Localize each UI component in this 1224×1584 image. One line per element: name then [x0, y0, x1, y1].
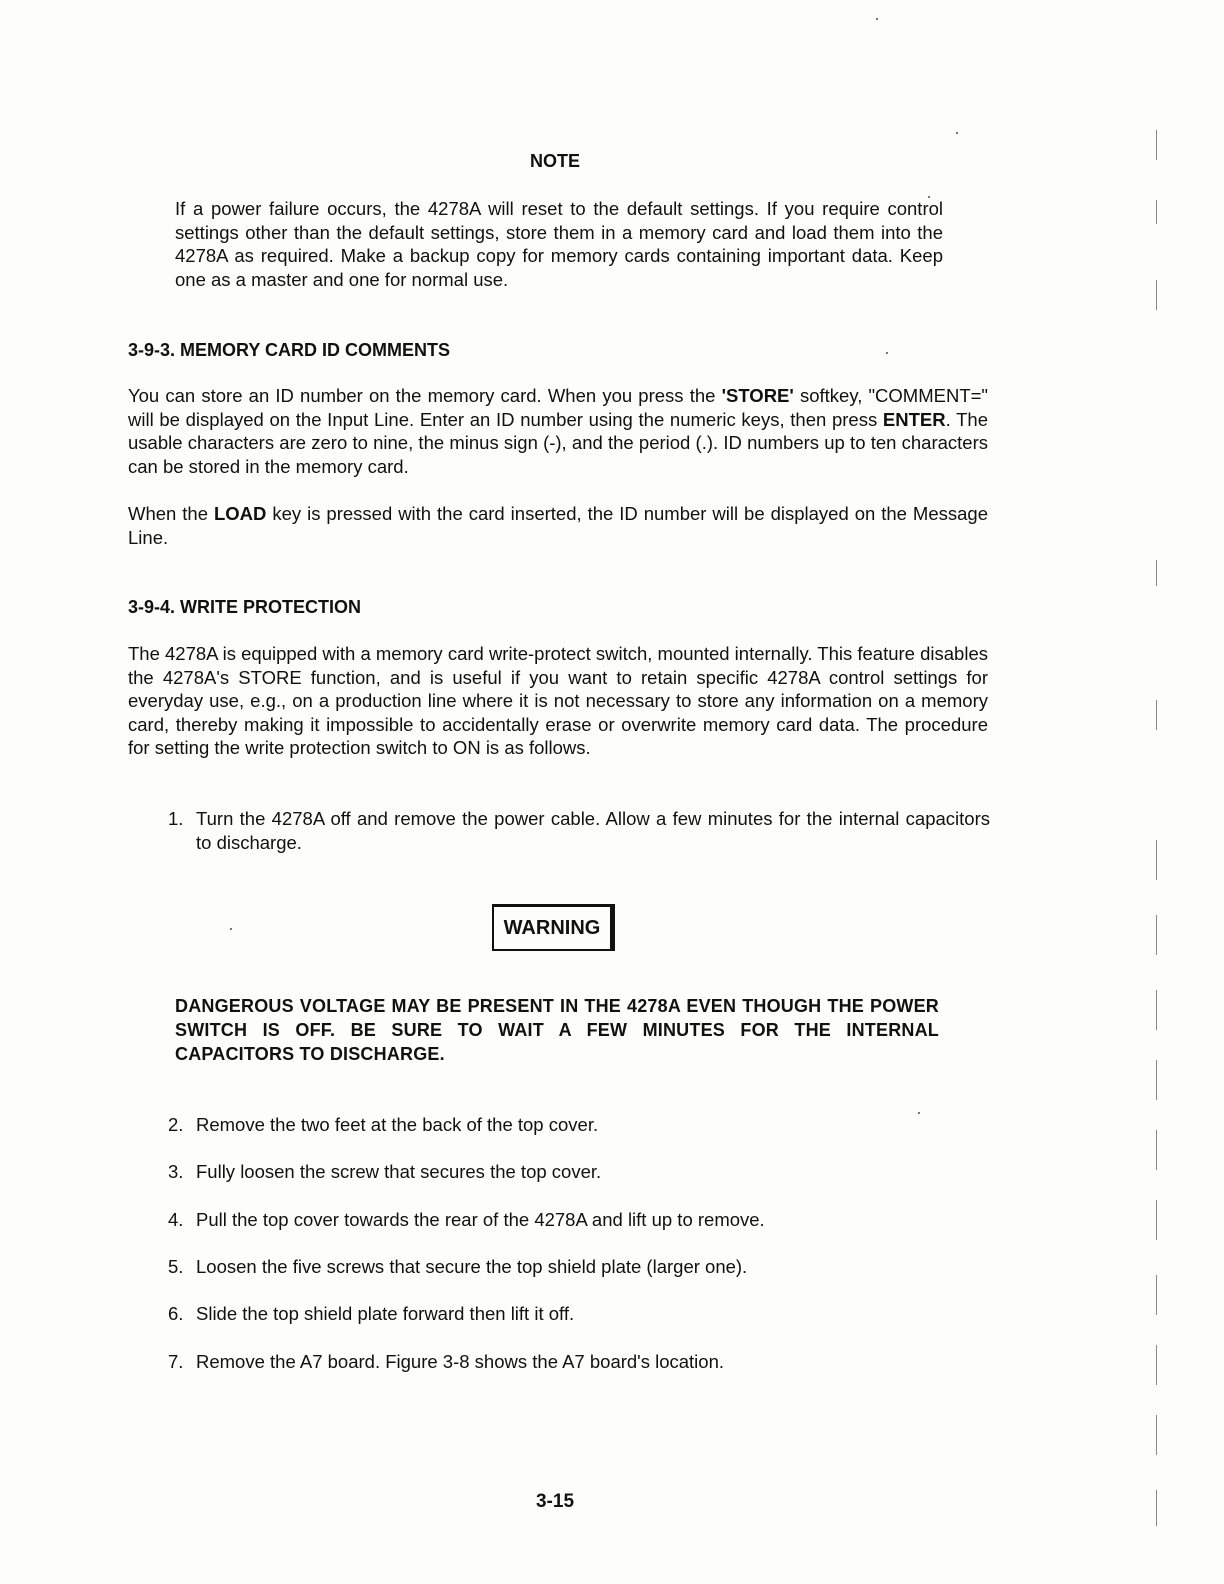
warning-label-box: WARNING — [492, 904, 615, 951]
section-heading-id-comments: 3-9-3. MEMORY CARD ID COMMENTS — [128, 340, 451, 360]
section-heading-write-protection: 3-9-4. WRITE PROTECTION — [128, 597, 362, 617]
scan-speck — [956, 132, 958, 134]
scan-edge-mark — [1156, 990, 1157, 1030]
store-softkey-label: 'STORE' — [721, 385, 794, 406]
scan-speck — [918, 1112, 920, 1114]
scan-speck — [876, 18, 878, 20]
note-title: NOTE — [529, 151, 580, 171]
scan-edge-mark — [1156, 1490, 1157, 1526]
text-run: key is pressed with the card inserted, the ID number will be displayed on the Message Line. — [128, 503, 988, 548]
scan-edge-mark — [1156, 915, 1157, 955]
warning-text: DANGEROUS VOLTAGE MAY BE PRESENT IN THE 4278A EVEN THOUGH THE POWER SWITCH IS OFF. BE SURE TO WAIT A FEW MINUTES FOR THE INTERNAL CAPACITORS TO DISCHARGE. — [175, 996, 939, 1064]
step-text: Remove the two feet at the back of the top cover. — [196, 1114, 599, 1135]
scan-edge-mark — [1156, 560, 1157, 586]
load-key-paragraph — [128, 502, 988, 549]
scan-edge-mark — [1156, 1345, 1157, 1385]
id-comments-paragraph — [128, 384, 988, 478]
text-run: You can store an ID number on the memory card. When you press the — [128, 385, 722, 406]
scan-speck — [230, 928, 232, 930]
scan-edge-mark — [1156, 1275, 1157, 1315]
text-run: . The usable characters are zero to nine, the minus sign (-), and the period (.). ID numbers up to ten characters can be stored in the memory card. — [128, 408, 988, 477]
write-protection-paragraph: The 4278A is equipped with a memory card write-protect switch, mounted internally. This feature disables the 4278A's STORE function, and is useful if you want to retain specific 4278A control settings for everyday use, e.g., on a production line where it is not necessary to store any information on a memory card, thereby making it impossible to accidentally erase or overwrite memory card data. The procedure for setting the write protection switch to ON is as follows. — [128, 643, 988, 758]
step-text: Fully loosen the screw that secures the top cover. — [196, 1161, 602, 1182]
scan-edge-mark — [1156, 200, 1157, 224]
scan-edge-mark — [1156, 1200, 1157, 1240]
text-run: softkey, "COMMENT=" will be displayed on the Input Line. Enter an ID number using the numeric keys, then press — [128, 385, 989, 430]
step-text: Slide the top shield plate forward then lift it off. — [196, 1303, 575, 1324]
text-run: When the — [128, 503, 214, 524]
step-text: Loosen the five screws that secure the top shield plate (larger one). — [196, 1256, 748, 1277]
step-number: 2. — [168, 1114, 184, 1135]
load-key-label: LOAD — [213, 503, 267, 524]
step-number: 3. — [168, 1161, 184, 1182]
step-number: 6. — [168, 1303, 184, 1324]
scan-edge-mark — [1156, 1415, 1157, 1455]
scan-speck — [886, 352, 888, 354]
step-text: Remove the A7 board. Figure 3-8 shows the A7 board's location. — [196, 1351, 725, 1372]
scan-edge-mark — [1156, 1060, 1157, 1100]
scan-speck — [928, 196, 930, 198]
note-body: If a power failure occurs, the 4278A will reset to the default settings. If you require control settings other than the default settings, store them in a memory card and load them into the 4278A as required. Make a backup copy for memory cards containing important data. Keep one as a master and one for normal use. — [175, 198, 943, 290]
enter-key-label: ENTER — [882, 408, 946, 430]
scan-edge-mark — [1156, 130, 1157, 160]
step-number: 1. — [168, 808, 184, 829]
step-text: Turn the 4278A off and remove the power cable. Allow a few minutes for the internal capacitors to discharge. — [196, 808, 990, 853]
step-number: 5. — [168, 1256, 184, 1277]
scan-edge-mark — [1156, 700, 1157, 730]
step-number: 7. — [168, 1351, 184, 1372]
scan-edge-mark — [1156, 840, 1157, 880]
scan-edge-mark — [1156, 1130, 1157, 1170]
page-number: 3-15 — [535, 1491, 575, 1512]
step-text: Pull the top cover towards the rear of the 4278A and lift up to remove. — [196, 1209, 765, 1230]
step-number: 4. — [168, 1209, 184, 1230]
scan-edge-mark — [1156, 280, 1157, 310]
